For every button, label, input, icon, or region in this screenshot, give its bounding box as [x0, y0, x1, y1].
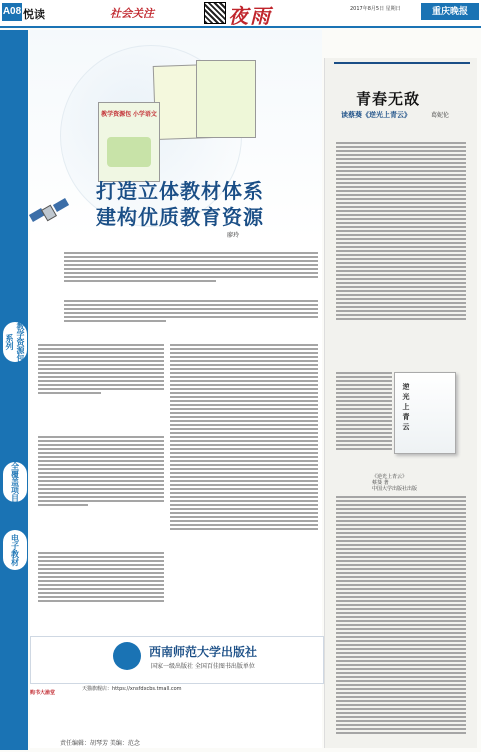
satellite-icon [28, 195, 70, 237]
banner-text: 社会关注 [110, 7, 154, 20]
review-title: 青春无敌 [356, 90, 421, 108]
sidebar-label-resource-pack: 教学资源包系列 [5, 322, 25, 362]
right-panel-rule [334, 62, 470, 64]
main-title-line2: 建构优质教育资源 [96, 205, 264, 229]
editor-credit: 责任编辑：胡琴芳 美编：范念 [60, 740, 140, 747]
textbook-cover-title: 教学资源包 小学语文 [101, 112, 157, 118]
sidebar-label-full-coverage: 全覆盖项目 [3, 462, 27, 502]
main-article-title [96, 178, 264, 230]
main-title-line1: 打造立体教材体系 [96, 179, 264, 203]
main-intro-text-2 [64, 300, 318, 336]
book-caption-title: 《逆光上青云》 [372, 474, 408, 480]
book-caption [372, 474, 452, 492]
review-text-top [336, 142, 466, 364]
left-sidebar [0, 30, 28, 750]
sidebar-label-e-textbook: 电子教材 [3, 530, 27, 570]
channel-name: 夜雨 [228, 4, 272, 28]
review-text-left-of-book [336, 372, 392, 468]
main-col1-block1 [38, 344, 164, 422]
review-author: 葛妮伦 [431, 112, 450, 119]
textbook-cover-front [98, 102, 160, 182]
main-col2-text [170, 344, 318, 632]
book-cover-photo [394, 372, 456, 454]
issue-date: 2017年8月5日 星期日 [350, 6, 401, 12]
publisher-slogan: 国家一级出版社 全国百佳图书出版单位 [151, 663, 255, 670]
publisher-ad [30, 636, 324, 684]
newspaper-logo: 重庆晚报 [421, 3, 479, 20]
book-cover-title: 逆光上青云 [402, 383, 411, 433]
book-caption-author: 蔡葵 著 [372, 480, 389, 486]
qr-code-icon [204, 2, 226, 24]
publisher-logo-icon [113, 642, 141, 670]
main-intro-text [64, 252, 318, 296]
review-subtitle: 读蔡葵《逆光上青云》 [341, 111, 411, 119]
page-number-tag: A08 [2, 3, 22, 21]
main-col1-block2 [38, 436, 164, 546]
ad-tag: 购书大渝堂 [30, 690, 56, 696]
main-col1-block3 [38, 552, 164, 632]
publisher-contact: 天猫旗舰店：https://xnsfdxcbs.tmall.com [82, 686, 182, 692]
publisher-name: 西南师范大学出版社 [149, 645, 258, 659]
review-text-bottom [336, 496, 466, 742]
textbook-cover-right [196, 60, 256, 138]
section-title: 悦读 [23, 9, 45, 21]
book-caption-publisher: 中国大学出版社出版 [372, 486, 418, 492]
main-byline: 廖玲 [227, 232, 240, 239]
